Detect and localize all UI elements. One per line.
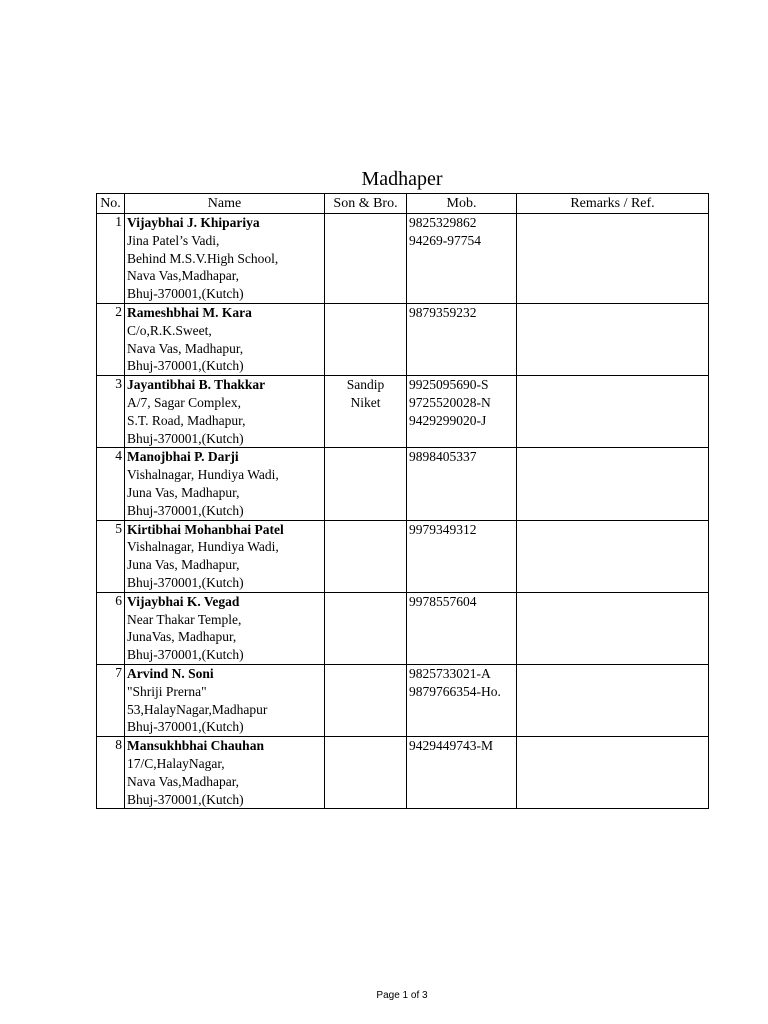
remarks-cell [517,214,709,304]
remarks-cell [517,520,709,592]
row-number: 5 [97,520,125,592]
mobile-number: 9725520028-N [409,394,491,410]
son-bro-name: Niket [350,394,381,410]
mobile-number: 9879766354-Ho. [409,683,501,699]
mobile-number: 9825733021-A [409,665,491,681]
address-line: Bhuj-370001,(Kutch) [127,574,244,590]
page-footer: Page 1 of 3 [376,990,428,1001]
name-cell [125,303,325,375]
remarks-cell [517,303,709,375]
son-bro-name: Sandip [346,377,385,393]
name-cell [125,737,325,809]
mobile-cell [407,520,517,592]
address-line: Bhuj-370001,(Kutch) [127,719,244,735]
remarks-cell [517,737,709,809]
mobile-cell [407,737,517,809]
table-header-row [97,194,709,214]
son-bro-cell [325,448,407,520]
address-line: Bhuj-370001,(Kutch) [127,430,244,446]
person-name: Vijaybhai K. Vegad [127,593,240,609]
address-line: Bhuj-370001,(Kutch) [127,502,244,518]
mobile-number: 9898405337 [409,449,477,465]
row-number: 1 [97,214,125,304]
column-header-remarks: Remarks / Ref. [517,194,709,214]
mobile-cell [407,214,517,304]
name-cell [125,520,325,592]
son-bro-cell [325,592,407,664]
column-header-no: No. [97,194,125,214]
son-bro-cell [325,376,407,448]
son-bro-cell [325,737,407,809]
contact-table [96,193,709,809]
address-line: JunaVas, Madhapur, [127,629,237,645]
person-name: Jayantibhai B. Thakkar [127,377,266,393]
row-number: 4 [97,448,125,520]
name-cell [125,664,325,736]
column-header-name: Name [125,194,325,214]
address-line: Nava Vas,Madhapar, [127,268,240,284]
table-row [97,520,709,592]
son-bro-cell [325,520,407,592]
page-title: Madhaper [361,168,443,190]
son-bro-cell [325,664,407,736]
row-number: 7 [97,664,125,736]
person-name: Manojbhai P. Darji [127,449,239,465]
row-number: 2 [97,303,125,375]
column-header-mob: Mob. [407,194,517,214]
mobile-cell [407,303,517,375]
mobile-number: 9825329862 [409,215,477,230]
name-cell [125,592,325,664]
mobile-number: 9925095690-S [409,377,489,393]
address-line: Juna Vas, Madhapur, [127,557,240,573]
mobile-number: 94269-97754 [409,232,481,248]
name-cell [125,448,325,520]
address-line: Behind M.S.V.High School, [127,250,279,266]
person-name: Mansukhbhai Chauhan [127,738,264,754]
mobile-number: 9429449743-M [409,738,493,754]
address-line: Juna Vas, Madhapur, [127,484,240,500]
person-name: Vijaybhai J. Khipariya [127,215,260,230]
address-line: "Shriji Prerna" [127,683,207,699]
address-line: 17/C,HalayNagar, [127,755,225,771]
address-line: Nava Vas,Madhapar, [127,773,240,789]
mobile-number: 9979349312 [409,521,477,537]
mobile-number: 9429299020-J [409,412,487,428]
address-line: Bhuj-370001,(Kutch) [127,647,244,663]
table-row [97,664,709,736]
row-number: 8 [97,737,125,809]
person-name: Arvind N. Soni [127,665,214,681]
row-number: 3 [97,376,125,448]
person-name: Rameshbhai M. Kara [127,304,252,320]
mobile-cell [407,448,517,520]
son-bro-cell [325,214,407,304]
table-row [97,303,709,375]
remarks-cell [517,376,709,448]
address-line: Near Thakar Temple, [127,611,242,627]
address-line: Bhuj-370001,(Kutch) [127,286,244,302]
row-number: 6 [97,592,125,664]
address-line: Nava Vas, Madhapur, [127,340,244,356]
address-line: 53,HalayNagar,Madhapur [127,701,268,717]
name-cell [125,376,325,448]
remarks-cell [517,664,709,736]
table-row [97,737,709,809]
son-bro-cell [325,303,407,375]
table-row [97,592,709,664]
address-line: Jina Patel’s Vadi, [127,232,220,248]
address-line: A/7, Sagar Complex, [127,394,241,410]
name-cell [125,214,325,304]
table-row [97,376,709,448]
mobile-number: 9879359232 [409,304,477,320]
remarks-cell [517,592,709,664]
address-line: C/o,R.K.Sweet, [127,322,212,338]
remarks-cell [517,448,709,520]
address-line: Vishalnagar, Hundiya Wadi, [127,539,279,555]
column-header-son-bro: Son & Bro. [325,194,407,214]
address-line: Vishalnagar, Hundiya Wadi, [127,467,279,483]
table-row [97,448,709,520]
address-line: Bhuj-370001,(Kutch) [127,358,244,374]
person-name: Kirtibhai Mohanbhai Patel [127,521,284,537]
address-line: S.T. Road, Madhapur, [127,412,246,428]
table-row [97,214,709,304]
mobile-number: 9978557604 [409,593,477,609]
address-line: Bhuj-370001,(Kutch) [127,791,244,807]
mobile-cell [407,376,517,448]
mobile-cell [407,664,517,736]
mobile-cell [407,592,517,664]
